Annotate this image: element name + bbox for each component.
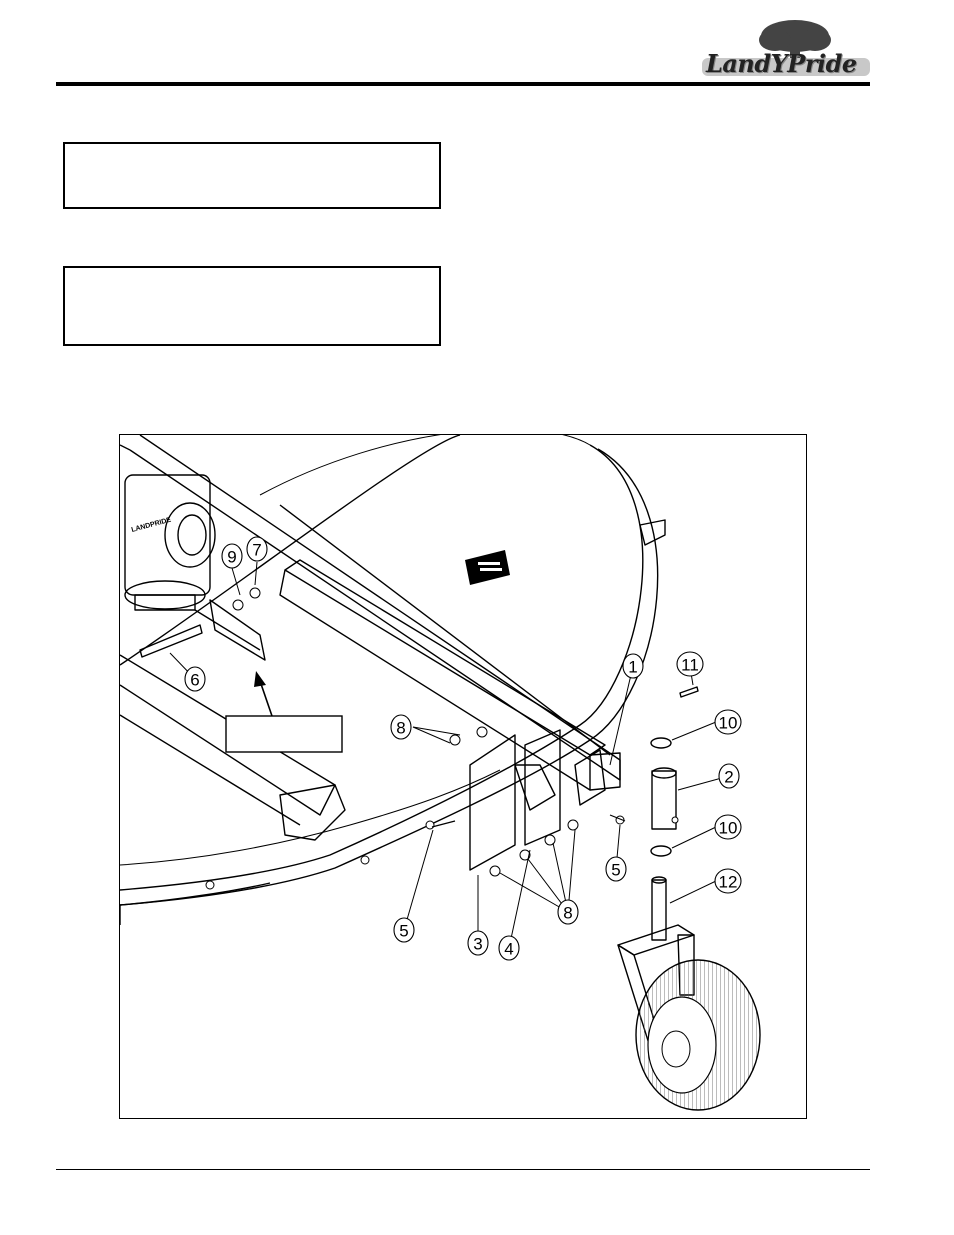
callout-c10a [715,710,741,734]
washer-lower [651,846,671,856]
callout-c1 [623,654,643,678]
header-rule [56,82,870,86]
callout-label: 11 [681,655,699,675]
arrow-label-box [226,716,342,752]
footer-rule [56,1169,870,1170]
arrow-leader [260,681,272,716]
callout-label: 7 [252,540,262,560]
callout-label: 2 [724,767,734,787]
callout-label: 5 [611,860,621,880]
notice-box-1 [63,142,441,209]
gearbox-nameplate: LANDPRIDE [130,516,172,534]
callout-c6 [185,667,205,691]
callout-c5b [606,857,626,881]
callout-label: 10 [718,818,738,838]
callout-label: 9 [227,547,237,567]
callout-c11 [677,652,703,676]
callout-c4 [499,936,519,960]
callout-c7 [247,537,267,561]
notice-box-2 [63,266,441,346]
callout-label: 4 [504,939,514,959]
callout-c9 [222,544,242,568]
stand-bracket-4 [525,730,560,845]
tongue-tube [280,570,590,790]
logo-wordmark: LandYPride [706,49,857,78]
callout-c3 [468,931,488,955]
callout-label: 1 [628,657,638,677]
callout-c8a [391,715,411,739]
callout-c8b [558,900,578,924]
callout-label: 3 [473,934,483,954]
assembly-figure [119,434,807,1119]
exploded-view-drawing [120,435,808,1120]
land-pride-logo [700,18,872,80]
callout-label: 8 [563,903,573,923]
callout-label: 5 [399,921,409,941]
callout-c5a [394,918,414,942]
callout-label: 8 [396,718,406,738]
callout-c2 [719,764,739,788]
deck-shell [120,435,460,665]
callout-c10b [715,815,741,839]
washer-upper [651,738,671,748]
gearbox [125,475,210,595]
callout-label: 6 [190,670,200,690]
callout-c12 [715,869,741,893]
arrow-head [254,671,266,687]
callout-label: 10 [718,713,738,733]
deck-decal [465,550,510,585]
callout-label: 12 [718,872,738,892]
